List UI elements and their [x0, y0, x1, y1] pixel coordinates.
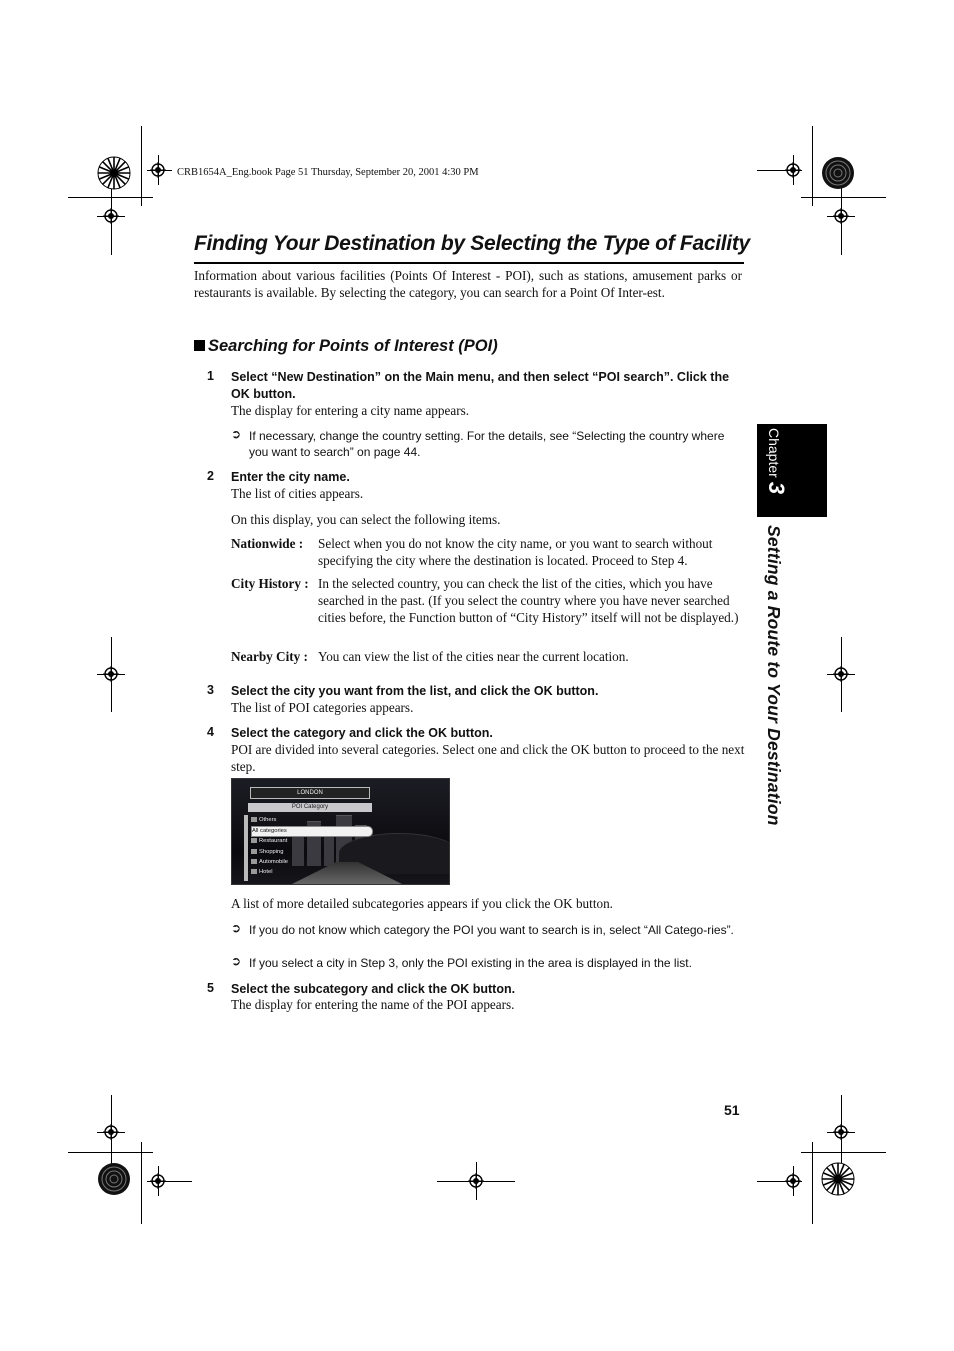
note-arrow-icon: ➲ — [231, 921, 242, 935]
category-icon — [251, 849, 257, 854]
registration-mark-icon — [833, 666, 849, 682]
step-description: The display for entering a city name appears. — [231, 403, 470, 418]
list-item: Shopping — [251, 848, 371, 857]
step-note: If you select a city in Step 3, only the POI existing in the area is displayed in the list. — [249, 956, 692, 970]
term-definition: You can view the list of the cities near the current location. — [318, 649, 629, 664]
registration-mark-icon — [150, 1173, 166, 1189]
term-definition: Select when you do not know the city name, or you want to search without specifying the city where the destination is located. Proceed to Step 4. — [318, 536, 713, 568]
step-description: The display for entering the name of the POI appears. — [231, 997, 515, 1012]
term-label: Nearby City : — [231, 649, 308, 664]
page-title: Finding Your Destination by Selecting the Type of Facility — [194, 232, 750, 255]
color-star-target-icon — [97, 156, 131, 190]
poi-category-screenshot — [231, 778, 450, 885]
registration-mark-icon — [150, 162, 166, 178]
chapter-label-text: Chapter — [766, 428, 782, 478]
step-number: 2 — [207, 469, 214, 483]
title-rule — [194, 262, 744, 264]
note-arrow-icon: ➲ — [231, 954, 242, 968]
list-item: Automobile — [251, 858, 371, 867]
step-note: If you do not know which category the POI you want to search is in, select “All Catego-ries”. — [249, 923, 734, 937]
poi-category-header: POI Category — [248, 803, 372, 812]
category-icon — [251, 869, 257, 874]
chapter-number: 3 — [764, 481, 789, 495]
registration-mark-icon — [103, 666, 119, 682]
step-description: A list of more detailed subcategories appears if you click the OK button. — [231, 896, 613, 911]
step-number: 5 — [207, 981, 214, 995]
registration-mark-icon — [468, 1173, 484, 1189]
registration-mark-icon — [785, 1173, 801, 1189]
step-text: Select the subcategory and click the OK button. — [231, 982, 516, 996]
color-star-target-icon — [97, 1162, 131, 1196]
step-text: Select “New Destination” on the Main menu, and then select “POI search”. Click the OK button. — [231, 370, 730, 401]
term-label: Nationwide : — [231, 536, 304, 551]
step-text: Select the category and click the OK button. — [231, 726, 493, 740]
city-name-field: LONDON — [250, 787, 370, 799]
step-text: Select the city you want from the list, and click the OK button. — [231, 684, 599, 698]
category-icon — [251, 817, 257, 822]
step-description: POI are divided into several categories. Select one and click the OK button to proceed to the next step. — [231, 742, 745, 774]
list-item-selected: All categories — [251, 826, 373, 837]
step-description: On this display, you can select the following items. — [231, 512, 501, 527]
intro-paragraph: Information about various facilities (Points Of Interest - POI), such as stations, amusement parks or restaurants is available. By selecting the category, you can search for a Point Of Inter-est. — [194, 268, 742, 300]
registration-mark-icon — [833, 208, 849, 224]
list-item: Others — [251, 816, 371, 825]
section-heading — [194, 337, 498, 356]
list-item: Hotel — [251, 868, 371, 877]
chapter-label — [764, 428, 795, 514]
print-header: CRB1654A_Eng.book Page 51 Thursday, September 20, 2001 4:30 PM — [177, 167, 479, 178]
registration-mark-icon — [833, 1124, 849, 1140]
square-bullet-icon — [194, 340, 205, 351]
step-text: Enter the city name. — [231, 470, 350, 484]
step-note: If necessary, change the country setting. For the details, see “Selecting the country where you want to search” on page 44. — [249, 429, 725, 459]
term-definition: In the selected country, you can check the list of the cities, which you have searched in the past. (If you select the country where you have never searched cities before, the Function button of “City History” itself will not be displayed.) — [318, 576, 739, 625]
category-icon — [251, 838, 257, 843]
step-number: 3 — [207, 683, 214, 697]
color-star-target-icon — [821, 156, 855, 190]
registration-mark-icon — [103, 1124, 119, 1140]
registration-mark-icon — [103, 208, 119, 224]
category-icon — [251, 859, 257, 864]
step-number: 4 — [207, 725, 214, 739]
note-arrow-icon: ➲ — [231, 427, 242, 441]
step-number: 1 — [207, 369, 214, 383]
list-item: Restaurant — [251, 837, 371, 846]
step-description: The list of cities appears. — [231, 486, 364, 501]
color-star-target-icon — [821, 1162, 855, 1196]
step-description: The list of POI categories appears. — [231, 700, 414, 715]
term-label: City History : — [231, 576, 309, 591]
registration-mark-icon — [785, 162, 801, 178]
chapter-title-text: Setting a Route to Your Destination — [764, 525, 784, 826]
list-scrollbar — [244, 815, 248, 881]
page-number: 51 — [724, 1102, 740, 1118]
section-heading-text: Searching for Points of Interest (POI) — [208, 337, 498, 355]
